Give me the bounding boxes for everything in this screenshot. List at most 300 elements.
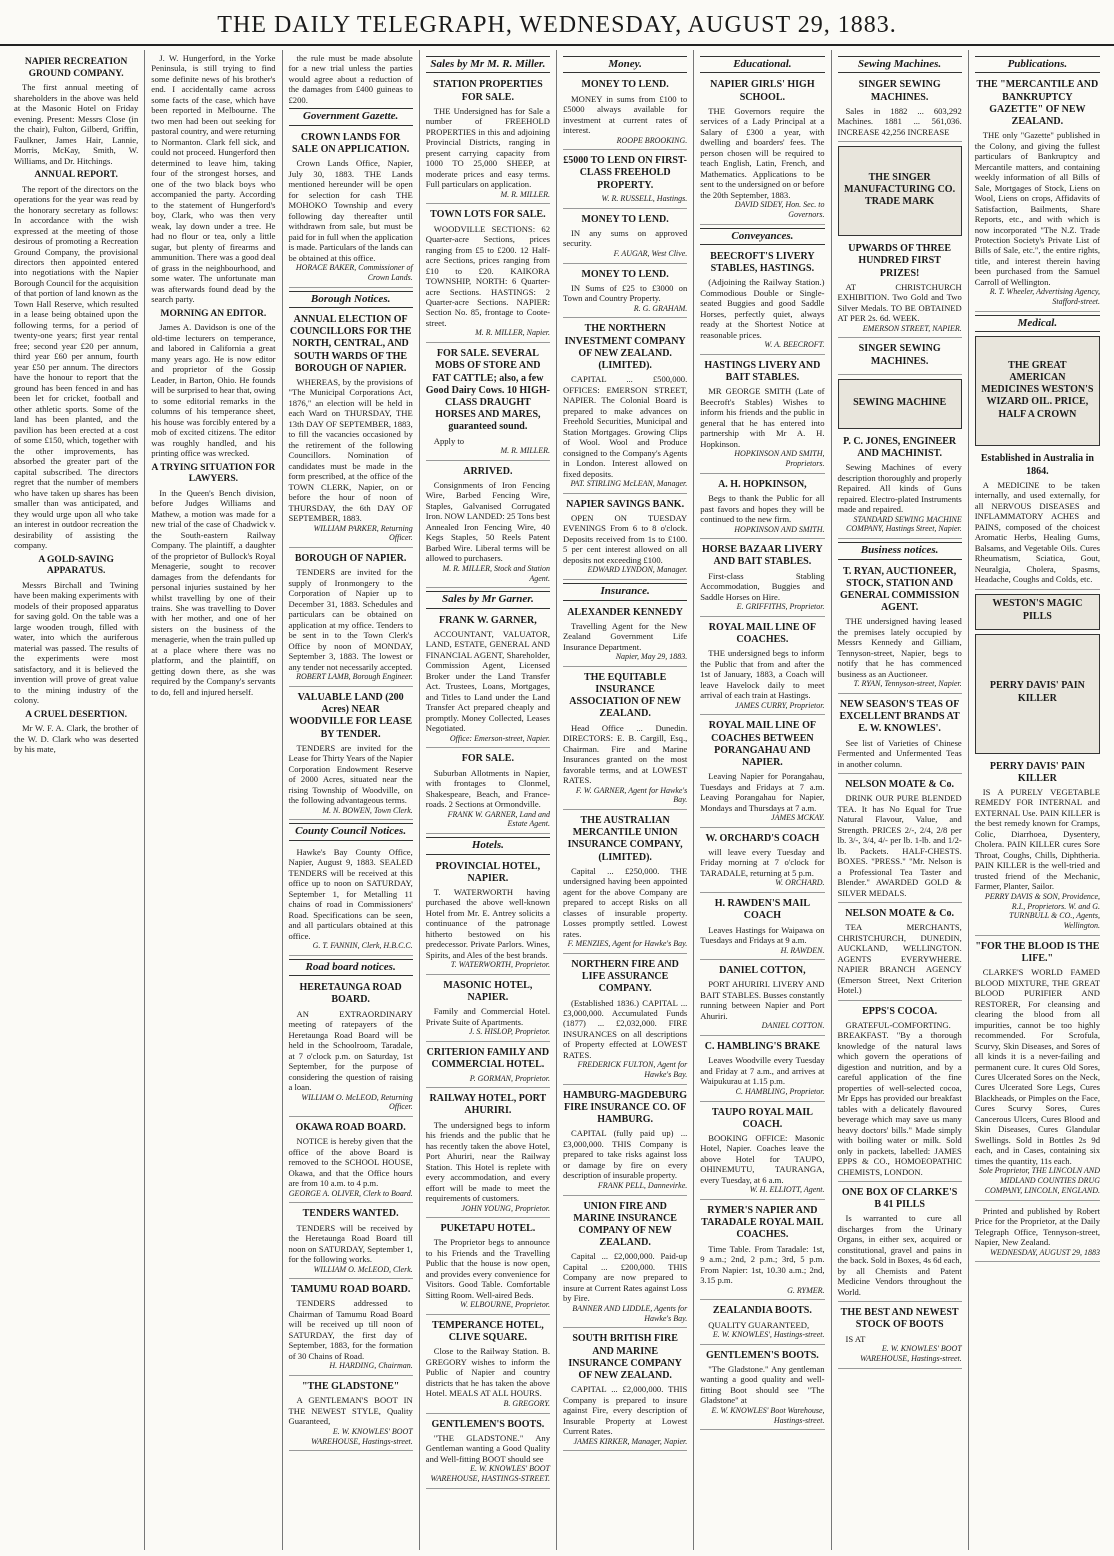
article-body: The first annual meeting of shareholders in the above was held at the Masonic Hotel on Friday evening. Present: Messrs Close (in the chair), Fulton, Gilberd, Griffin, Faulkner, James Hair, Lannie, Morris, McKay, Smith, W. Williams, and Dr. Hitchings. <box>14 82 139 166</box>
advertisement-body: IN Sums of £25 to £3000 on Town and Country Property. <box>563 282 688 304</box>
advertisement-title: TAUPO ROYAL MAIL COACH. <box>711 1106 813 1130</box>
column-3 <box>283 50 420 1550</box>
section-heading: Government Gazette. <box>289 108 413 125</box>
advertisement-signature: F. AUGAR, West Clive. <box>613 248 688 258</box>
advertisement-body: A GENTLEMAN'S BOOT IN THE NEWEST STYLE, Quality Guaranteed, <box>288 1395 413 1427</box>
advertisement <box>700 619 824 716</box>
advertisement-title: BEECROFT'S LIVERY STABLES, HASTINGS. <box>710 251 815 275</box>
advertisement-signature: G. RYMER. <box>787 1285 825 1295</box>
column-7 <box>832 50 969 1550</box>
advertisement-signature: WILLIAM PARKER, Returning Officer. <box>313 523 413 543</box>
advertisement-title: VALUABLE LAND (200 Acres) NEAR WOODVILLE FOR LEASE BY TENDER. <box>289 691 413 740</box>
advertisement <box>700 248 824 355</box>
section-heading: Medical. <box>975 315 1100 332</box>
illustration <box>838 146 962 236</box>
advertisement <box>289 979 413 1117</box>
advertisement-title: "FOR THE BLOOD IS THE LIFE." <box>975 940 1100 964</box>
advertisement-body: Capital ... £250,000. THE undersigned having been appointed agent for the above Company are prepared to accept Risks on all classes of insurable property. Losses promptly settled. Lowest rates. <box>563 865 688 939</box>
advertisement-body: TENDERS are invited for the Lease for Thirty Years of the Napier Corporation Endowment Reserve of 2000 Acres, situated near the rising Township of Woodville, on the following advantageous terms. <box>288 742 413 806</box>
advertisement-body: THE Undersigned has for Sale a number of FREEHOLD PROPERTIES in this and adjoining Provincial Districts, ranging in present carrying capacity from 1000 TO 25,000 SHEEP, at moderate prices and easy terms. Full particulars on application. <box>425 105 550 190</box>
advertisement-body: Head Office ... Dunedin. DIRECTORS: E. B. Cargill, Esq., Chairman. Fire and Marine Insurances granted on the most favorable terms, and at LOWEST RATES. <box>563 722 688 786</box>
advertisement <box>838 433 962 539</box>
advertisement-signature: DAVID SIDEY, Hon. Sec. to Governors. <box>734 200 825 219</box>
advertisement <box>426 1090 550 1218</box>
advertisement-title: SOUTH BRITISH FIRE AND MARINE INSURANCE COMPANY OF NEW ZEALAND. <box>568 1333 682 1381</box>
advertisement-title: W. ORCHARD'S COACH <box>705 832 820 844</box>
advertisement <box>563 496 687 580</box>
advertisement <box>838 1003 962 1182</box>
advertisement-body: TENDERS addressed to Chairman of Tamumu Road Board will be received up till noon of SATURDAY, the first day of September, 1883, for the formation of 30 Chains of Road. <box>288 1298 413 1361</box>
advertisement-title: THE EQUITABLE INSURANCE ASSOCIATION OF NEW ZEALAND. <box>569 671 681 720</box>
advertisement-title: NORTHERN FIRE AND LIFE ASSURANCE COMPANY. <box>571 958 679 995</box>
advertisement <box>700 76 824 224</box>
advertisement-signature: EMERSON STREET, NAPIER. <box>862 323 962 333</box>
advertisement-title: HAMBURG-MAGDEBURG FIRE INSURANCE CO. OF HAMBURG. <box>563 1089 688 1126</box>
advertisement-signature: FRANK PELL, Dannevirke. <box>597 1180 688 1190</box>
advertisement-signature: P. GORMAN, Proprietor. <box>469 1073 550 1083</box>
advertisement <box>426 1044 550 1088</box>
advertisement-title: C. HAMBLING'S BRAKE <box>704 1041 821 1053</box>
advertisement <box>426 977 550 1042</box>
advertisement-body: CLARKE'S WORLD FAMED BLOOD MIXTURE, THE GREAT BLOOD PURIFIER AND RESTORER, For cleansing and clearing the blood from all impurities, cannot be too highly recommended. For Scrofula, Scurvy, Skin Diseases, and Sores of all kinds it is a never-failing and permanent cure. It cures Old Sores, Cures Ulcerated Sores on the Neck, Cures Ulcerated Sore Legs, Cures Blackheads, or Pimples on the Face, Cures Scurvy Sores, Cures Cancerous Ulcers, Cures Blood and Skin Diseases, Cures Glandular Swellings. Sold in Bottles 2s 9d each, and in Cases, containing six times the quantity, 11s each. <box>974 967 1100 1166</box>
advertisement <box>838 340 962 374</box>
advertisement-title: PROVINCIAL HOTEL, NAPIER. <box>435 860 541 884</box>
advertisement <box>563 152 687 208</box>
advertisement-signature: E. W. KNOWLES' BOOT WAREHOUSE, Hastings-street. <box>311 1426 413 1446</box>
advertisement-body: MONEY in sums from £100 to £5000 always available for investment at current rates of interest. <box>563 93 688 136</box>
illustration-caption: THE SINGER MANUFACTURING CO. TRADE MARK <box>844 171 956 208</box>
advertisement-title: NAPIER GIRLS' HIGH SCHOOL. <box>710 79 815 103</box>
advertisement-signature: E. GRIFFITHS, Proprietor. <box>736 602 825 612</box>
advertisement-signature: Office: Emerson-street, Napier. <box>449 733 550 743</box>
advertisement-signature: M. N. BOWEN, Town Clerk. <box>322 805 413 815</box>
section-heading: Sales by Mr Garner. <box>426 591 550 608</box>
advertisement-signature: M. R. MILLER, Stock and Station Agent. <box>442 563 550 583</box>
advertisement-body: Sewing Machines of every description thoroughly and properly Repaired. All kinds of Guns repaired. Electro-plated Instruments made and repaired. <box>837 462 962 515</box>
article <box>14 710 138 755</box>
advertisement-signature: GEORGE A. OLIVER, Clerk to Board. <box>288 1188 413 1198</box>
advertisement-body: AN EXTRAORDINARY meeting of ratepayers of the Heretaunga Road Board will be held in the Schoolroom, Taradale, at 7 o'clock p.m. on Saturday, 1st September, for the purpose of considering the question of raising a loan. <box>288 1008 413 1093</box>
advertisement-signature: WILLIAM O. McLEOD, Returning Officer. <box>301 1092 413 1112</box>
advertisement <box>426 463 550 589</box>
advertisement <box>563 812 687 954</box>
advertisement <box>563 1087 687 1196</box>
advertisement <box>838 776 962 903</box>
advertisement-body: See list of Varieties of Chinese Fermented and Unfermented Teas in another column. <box>837 737 962 769</box>
advertisement-title: EPPS'S COCOA. <box>862 1005 938 1017</box>
article-body: James A. Davidson is one of the old-time lecturers on temperance, and labored in California a great many years ago. He is now editor and proprietor of the Gossip Leader, in Barton, Ohio. He founds will be surprised to hear that, owing to some editorial remarks in the columns of his temperance sheet, his house was forcibly entered by a mob of excited citizens. The editor was roughly handled, and his printing office was wrecked. <box>151 322 276 459</box>
advertisement-signature: F. W. GARNER, Agent for Hawke's Bay. <box>575 785 688 805</box>
advertisement-signature: M. R. MILLER. <box>500 445 550 455</box>
advertisement-signature: JOHN YOUNG, Proprietor. <box>461 1203 550 1213</box>
article-title: A GOLD-SAVING APPARATUS. <box>38 554 114 577</box>
section-heading: County Council Notices. <box>289 823 413 840</box>
advertisement-title: BOROUGH OF NAPIER. <box>294 553 407 565</box>
advertisement <box>700 1302 824 1344</box>
advertisement-title: STATION PROPERTIES FOR SALE. <box>433 79 543 103</box>
article <box>14 57 138 166</box>
advertisement-title: FRANK W. GARNER, <box>438 614 537 626</box>
advertisement-signature: M. R. MILLER. <box>500 189 550 199</box>
advertisement-body: OPEN ON TUESDAY EVENINGS From 6 to 8 o'clock. Deposits received from 1s to £100. 5 per cent interest allowed on all deposits not exceeding £100. <box>563 512 688 565</box>
advertisement-body: NOTICE is hereby given that the office of the above Board is removed to the SCHOOL HOUSE, Okawa, and that the Office hours are from 10 a.m. to 4 p.m. <box>288 1136 413 1189</box>
advertisement-body: IS A PURELY VEGETABLE REMEDY FOR INTERNAL and EXTERNAL Use. PAIN KILLER is the best remedy known for Cramps, Colic, Diarrhoea, Dysentery, Cholera. PAIN KILLER cures Sore Throat, Coughs, Chills, Diphtheria. PAIN KILLER is the well-tried and trusted friend of the Mechanic, Farmer, Planter, Sailor. <box>974 786 1100 892</box>
advertisement-title: FOR SALE. <box>461 753 514 765</box>
advertisement-signature: R. T. Wheeler, Advertising Agency, Stafford-street. <box>989 287 1100 307</box>
advertisement-body: Leaving Napier for Porangahau, Tuesdays and Fridays at 7 a.m. Leaving Porangahau for Napier, Mondays and Thursdays at 7 a.m. <box>700 771 825 813</box>
advertisement-body: Capital ... £2,000,000. Paid-up Capital ... £200,000. THIS Company are now prepared to insure at Current Rates against Loss by Fire. <box>563 1251 688 1304</box>
advertisement-signature: H. HARDING, Chairman. <box>329 1361 413 1371</box>
section-heading: Business notices. <box>838 542 962 559</box>
column-5 <box>557 50 694 1550</box>
advertisement <box>289 311 413 548</box>
advertisement <box>289 844 413 956</box>
advertisement-body: Travelling Agent for the New Zealand Government Life Insurance Department. <box>563 620 688 652</box>
advertisement-body: "THE GLADSTONE." Any Gentleman wanting a Good Quality and Well-fitting BOOT should see <box>425 1432 550 1464</box>
advertisement <box>838 696 962 774</box>
advertisement-body: Leaves Hastings for Waipawa on Tuesdays and Fridays at 9 a.m. <box>700 924 825 946</box>
advertisement <box>426 612 550 749</box>
advertisement <box>975 938 1100 1201</box>
advertisement-signature: W. ELBOURNE, Proprietor. <box>460 1300 550 1310</box>
advertisement-title: RAILWAY HOTEL, PORT AHURIRI. <box>429 1093 547 1117</box>
article <box>151 463 275 698</box>
advertisement-title: MONEY TO LEND. <box>581 268 669 280</box>
advertisement-signature: Sole Proprietor, THE LINCOLN AND MIDLAND COUNTIES DRUG COMPANY, LINCOLN, ENGLAND. <box>978 1166 1100 1195</box>
masthead-title: THE DAILY TELEGRAPH, WEDNESDAY, AUGUST 29, 1883. <box>217 12 897 38</box>
advertisement <box>700 357 824 474</box>
advertisement <box>563 320 687 493</box>
advertisement-signature: JAMES MCKAY. <box>771 813 825 823</box>
advertisement-signature: H. RAWDEN. <box>780 945 825 955</box>
advertisement <box>563 669 687 810</box>
advertisement-body: ACCOUNTANT, VALUATOR, LAND, ESTATE, GENERAL AND FINANCIAL AGENT, Shareholder, Commission Agent, Licensed Broker under the Land Transfer Act. Trustees, Loans, Mortgages, and Titles to Land under the Land Transfer Act prepared cheaply and promptly. Money Collected, Leases Negotiated. <box>425 628 550 734</box>
advertisement <box>426 345 550 461</box>
article-body: J. W. Hungerford, in the Yorke Peninsula, is still trying to find some definite news of his brother's end. I accidentally came across some facts of the case, which have been reported in Melbourne. The two men had been out seeking for pastoral country, and were returning to Normanton. Clark fell sick, and could not proceed. Hungerford then determined to leave him, taking four of the strongest horses, and one of the two black boys who accompanied the party. According to the statement of Hungerford's boy, Clark, who was then very weak, lay down under a tree. He had no flour or tea, only a little sugar, but plenty of firearms and ammunition. There was a good deal of grass in the neighbourhood, and some water. The unfortunate man was afterwards found dead by the search party. <box>151 53 276 305</box>
advertisement-title: CROWN LANDS FOR SALE ON APPLICATION. <box>291 131 410 156</box>
advertisement-body: T. WATERWORTH having purchased the above well-known Hotel from Mr. E. Antrey solicits a continuance of the patronage hitherto bestowed on his predecessor. Private Parlors. Wines, Spirits, and Ales of the best brands. <box>425 886 550 960</box>
advertisement-body: THE only "Gazette" published in the Colony, and giving the fullest particulars of Bankruptcy and Mercantile matters, and containing weekly information of all Bills of Sale, Mortgages of Stock, Liens on Wool, Liens on crops, Affidavits of Satisfaction, Bailments, Share Reports, etc., and with which is now incorporated "The N.Z. Trade Protection Society's Private List of Bills of Sale, etc.", the entire rights, title, and interest therein having been purchased from the Samuel Carroll of Wellington. <box>974 130 1100 287</box>
advertisement <box>563 211 687 264</box>
advertisement-signature: W. H. ELLIOTT, Agent. <box>749 1185 825 1195</box>
advertisement-title: THE BEST AND NEWEST STOCK OF BOOTS <box>840 1307 959 1331</box>
advertisement-signature: E. W. KNOWLES' BOOT WAREHOUSE, HASTINGS-STREET. <box>430 1464 550 1484</box>
advertisement-title: MONEY TO LEND. <box>581 79 669 91</box>
advertisement-body: WHEREAS, by the provisions of "The Municipal Corporations Act, 1876," an election will be held in each Ward on THURSDAY, THE 13th DAY OF SEPTEMBER, 1883, to fill the vacancies occasioned by the retirement of the following Councillors. Nomination of candidates must be made in the form prescribed, at the office of the TOWN CLERK, Napier, on or before the hour of noon of THURSDAY, the 6th DAY OF SEPTEMBER, 1883. <box>288 376 413 524</box>
advertisement-body: will leave every Tuesday and Friday morning at 7 o'clock for TARADALE, returning at 5 p.m. <box>700 847 825 878</box>
advertisement <box>700 476 824 539</box>
advertisement <box>975 1203 1100 1263</box>
advertisement-body: The Proprietor begs to announce to his Friends and the Travelling Public that the house is now open, and provides every convenience for Visitors. Good Table. Comfortable Sitting Room. Well-aired Beds. <box>425 1237 550 1300</box>
advertisement-title: HORSE BAZAAR LIVERY AND BAIT STABLES. <box>701 544 823 568</box>
advertisement <box>426 750 550 834</box>
advertisement-signature: W. R. RUSSELL, Hastings. <box>601 193 688 203</box>
article-title: A TRYING SITUATION FOR LAWYERS. <box>151 462 276 485</box>
advertisement-body: Time Table. From Taradale: 1st, 9 a.m.; 2nd, 2 p.m.; 3rd, 5 p.m. From Napier: 1st, 10.30 a.m.; 2nd, 3.15 p.m. <box>700 1243 825 1286</box>
advertisement-title: NAPIER SAVINGS BANK. <box>566 498 685 510</box>
advertisement-signature: W. A. BEECROFT. <box>764 340 825 350</box>
section-heading: Road board notices. <box>289 959 413 976</box>
advertisement <box>700 895 824 960</box>
section-heading: Sewing Machines. <box>838 56 962 73</box>
section-heading: Educational. <box>700 56 824 73</box>
advertisement-signature: JAMES CURRY, Proprietor. <box>735 700 825 710</box>
advertisement-body: Family and Commercial Hotel. Private Suite of Apartments. <box>425 1006 550 1027</box>
article-body: Messrs Birchall and Twining have been making experiments with models of their proposed apparatus for saving gold. On the table was a large wooden trough, filled with water, into which the auriferous material was passed. The results of the experiments were most satisfactory, and it is believed the invention will prove of great value to the mining industry of the colony. <box>14 579 139 706</box>
advertisement-title: FOR SALE. SEVERAL MOBS OF STORE AND FAT CATTLE; also, a few Good Dairy Cows. 10 HIGH-CLASS DRAUGHT HORSES AND MARES, guaranteed sound. <box>425 348 550 433</box>
section-heading: Hotels. <box>426 837 550 854</box>
advertisement-title: SINGER SEWING MACHINES. <box>858 343 941 367</box>
advertisement-title: ROYAL MAIL LINE OF COACHES. <box>708 621 816 646</box>
advertisement <box>563 956 687 1085</box>
advertisement-signature: T. WATERWORTH, Proprietor. <box>450 960 550 970</box>
advertisement-body: CAPITAL ... £500,000. OFFICES: EMERSON STREET, NAPIER. The Colonial Board is prepared to make advances on Freehold Securities, Municipal and Station Mortgages. Growing Clips of Wool. Wool and Produce consigned to the Company's Agents in London. Interest allowed on fixed deposits. <box>563 374 688 479</box>
illustration-caption: PERRY DAVIS' PAIN KILLER <box>989 680 1085 704</box>
advertisement-title: HERETAUNGA ROAD BOARD. <box>299 982 402 1006</box>
advertisement-title: RYMER'S NAPIER AND TARADALE ROYAL MAIL COACHES. <box>701 1205 824 1241</box>
advertisement <box>426 858 550 976</box>
advertisement-body: Hawke's Bay County Office, Napier, August 9, 1883. SEALED TENDERS will be received at this office up to noon on SATURDAY, September 1, for Metalling 11 chains of road in Commissioners' Road. Specifications can be seen, and all particulars obtained at this office. <box>288 846 413 941</box>
advertisement-body: Close to the Railway Station. B. GREGORY wishes to inform the Public of Napier and country districts that he has taken the above Hotel. MEALS AT ALL HOURS. <box>425 1346 550 1399</box>
illustration <box>838 379 962 429</box>
advertisement-title: NELSON MOATE & Co. <box>845 908 954 920</box>
advertisement <box>838 1304 962 1368</box>
advertisement-body: "The Gladstone." Any gentleman wanting a good quality and well-fitting Boot should see "The Gladstone" at <box>700 1363 825 1406</box>
advertisement-signature: M. R. MILLER, Napier. <box>475 328 550 338</box>
advertisement-title: TENDERS WANTED. <box>302 1208 399 1220</box>
illustration <box>975 336 1100 446</box>
advertisement-signature: W. ORCHARD. <box>775 878 825 888</box>
advertisement-body: QUALITY GUARANTEED, <box>708 1319 810 1330</box>
advertisement-title: TOWN LOTS FOR SALE. <box>430 209 546 221</box>
section-heading: Sales by Mr M. R. Miller. <box>426 56 550 73</box>
article <box>151 53 275 305</box>
illustration-caption: SEWING MACHINE <box>853 396 947 408</box>
advertisement-body: THE undersigned having leased the premises lately occupied by Messrs Kennedy and Gilliam, Tennyson-street, Napier, begs to notify that he has commenced business as an Auctioneer. <box>837 616 962 679</box>
advertisement-signature: T. RYAN, Tennyson-street, Napier. <box>853 679 962 689</box>
section-heading: Money. <box>563 56 687 73</box>
column-2 <box>145 50 282 1550</box>
advertisement <box>563 1198 687 1329</box>
advertisement <box>700 962 824 1036</box>
advertisement <box>426 1416 550 1489</box>
illustration-caption: WESTON'S MAGIC PILLS <box>992 598 1083 622</box>
advertisement-signature: PAT. STIRLING McLEAN, Manager. <box>570 479 688 488</box>
advertisement-body: THE undersigned begs to inform the Public that from and after the 1st of January, 1883, a Coach will leave Havelock daily to meet arrival of each train at Hastings. <box>700 648 825 701</box>
advertisement <box>563 266 687 319</box>
advertisement-body: Apply to <box>433 435 465 446</box>
advertisement-body: CAPITAL ... £2,000,000. THIS Company is prepared to insure against Fire, every description of Insurable Property at Lowest Current Rates. <box>563 1384 688 1437</box>
newspaper-page <box>8 50 1106 1550</box>
advertisement-body: Printed and published by Robert Price for the Proprietor, at the Daily Telegraph Office, Tennyson-street, Napier, New Zealand. <box>974 1205 1100 1248</box>
advertisement-body: (Established 1836.) CAPITAL ... £3,000,000. Accumulated Funds (1877) ... £2,032,000. FIRE INSURANCES on all descriptions of Property effected at LOWEST RATES. <box>563 997 688 1060</box>
advertisement <box>426 1220 550 1315</box>
article <box>151 309 275 459</box>
advertisement-signature: HOPKINSON AND SMITH. <box>734 524 825 534</box>
advertisement-body: GRATEFUL-COMFORTING. BREAKFAST. "By a thorough knowledge of the natural laws which govern the operations of digestion and nutrition, and by a careful application of the fine properties of well-selected cocoa, Mr Epps has provided our breakfast tables with a delicately flavoured beverage which may save us many heavy doctors' bills." Made simply with boiling water or milk. Sold only in packets, labelled: JAMES EPPS & CO., HOMOEOPATHIC CHEMISTS, LONDON. <box>837 1019 962 1177</box>
section-heading: Publications. <box>975 56 1100 73</box>
advertisement-title: ARRIVED. <box>463 465 513 477</box>
section-heading: Conveyances. <box>700 228 824 245</box>
section-heading: Insurance. <box>563 583 687 600</box>
advertisement <box>289 550 413 687</box>
advertisement-signature: WEDNESDAY, AUGUST 29, 1883 <box>990 1247 1100 1257</box>
advertisement-body: Is warranted to cure all discharges from the Urinary Organs, in either sex, acquired or constitutional, gravel and pains in the back. Sold in Boxes, 4s 6d each, by all Chemists and Patent Medicine Vendors throughout the World. <box>837 1213 962 1297</box>
advertisement-signature: FREDERICK FULTON, Agent for Hawke's Bay. <box>577 1060 688 1080</box>
advertisement <box>289 1205 413 1279</box>
advertisement-signature: E. W. KNOWLES' Boot Warehouse, Hastings-street. <box>711 1405 825 1425</box>
advertisement-title: MASONIC HOTEL, NAPIER. <box>443 980 533 1004</box>
advertisement-body: Consignments of Iron Fencing Wire, Barbed Fencing Wire, Staples, Galvanised Corrugated Iron. NOW LANDED: 25 Tons best Annealed Iron Fencing Wire, 40 Kegs Staples, 50 Reels Patent Barbed Wire. Liberal terms will be allowed to purchasers. <box>425 479 550 564</box>
masthead <box>0 12 1114 46</box>
advertisement-body: MR GEORGE SMITH (Late of Beecroft's Stables) Wishes to inform his friends and the public in general that he has entered into partnership with Mr A. H. Hopkinson. <box>700 386 825 449</box>
advertisement-body: Sales in 1882 ... 603,292 Machines. 1881 ... 561,036. INCREASE 42,256 INCREASE <box>837 105 962 137</box>
advertisement-body: TENDERS are invited for the supply of Ironmongery to the Corporation of Napier up to December 31, 1883. Schedules and particulars can be obtained on application at my office. Tenders to be sent in to the Town Clerk's Office by noon of MONDAY, September 3, 1883. The lowest or any tender not necessarily accepted. <box>288 567 413 672</box>
advertisement-signature: G. T. FANNIN, Clerk, H.B.C.C. <box>312 941 413 951</box>
advertisement-title: UNION FIRE AND MARINE INSURANCE COMPANY OF NEW ZEALAND. <box>573 1200 677 1249</box>
advertisement-title: SINGER SEWING MACHINES. <box>858 79 941 103</box>
advertisement-title: Established in Australia in 1864. <box>980 453 1094 477</box>
advertisement-title: PERRY DAVIS' PAIN KILLER <box>989 760 1085 784</box>
advertisement-signature: DANIEL COTTON. <box>761 1021 825 1031</box>
advertisement-title: TAMUMU ROAD BOARD. <box>290 1284 411 1296</box>
article-title: A CRUEL DESERTION. <box>25 709 128 720</box>
advertisement-title: THE AUSTRALIAN MERCANTILE UNION INSURANCE COMPANY, (LIMITED). <box>567 815 683 863</box>
advertisement <box>426 1317 550 1414</box>
advertisement <box>975 450 1100 589</box>
advertisement-body: TENDERS will be received by the Heretaunga Road Board till noon on SATURDAY, September 1, for the following works. <box>288 1222 413 1265</box>
advertisement <box>563 604 687 667</box>
advertisement <box>838 76 962 142</box>
advertisement <box>289 1119 413 1203</box>
illustration <box>975 634 1100 754</box>
advertisement <box>700 1038 824 1101</box>
advertisement <box>289 129 413 288</box>
article-body: Mr W. F. A. Clark, the brother of the W. D. Clark who was deserted by his mate, <box>14 723 139 755</box>
advertisement-signature: Napier, May 29, 1883. <box>615 652 688 662</box>
advertisement-signature: F. MENZIES, Agent for Hawke's Bay. <box>567 939 688 949</box>
advertisement-title: CRITERION FAMILY AND COMMERCIAL HOTEL. <box>426 1047 550 1071</box>
advertisement-signature: JAMES KIRKER, Manager, Napier. <box>573 1436 688 1446</box>
advertisement-signature: BANNER AND LIDDLE, Agents for Hawke's Bay. <box>572 1303 688 1323</box>
advertisement-title: ALEXANDER KENNEDY <box>567 606 684 618</box>
article-title: ANNUAL REPORT. <box>34 170 118 181</box>
advertisement-signature: ROBERT LAMB, Borough Engineer. <box>296 672 413 682</box>
advertisement <box>838 563 962 694</box>
advertisement <box>289 1281 413 1376</box>
advertisement-signature: HOPKINSON AND SMITH, Proprietors. <box>734 449 825 469</box>
illustration <box>975 594 1100 630</box>
advertisement-title: P. C. JONES, ENGINEER AND MACHINIST. <box>843 435 957 460</box>
advertisement-title: A. H. HOPKINSON, <box>718 478 807 490</box>
advertisement <box>700 1202 824 1300</box>
advertisement <box>700 1347 824 1431</box>
advertisement-signature: R. G. GRAHAM. <box>633 303 688 313</box>
advertisement-title: THE NORTHERN INVESTMENT COMPANY OF NEW ZEALAND. (LIMITED). <box>564 323 686 371</box>
advertisement-title: GENTLEMEN'S BOOTS. <box>431 1418 545 1430</box>
advertisement-signature: E. W. KNOWLES', Hastings-street. <box>712 1330 825 1340</box>
column-4 <box>420 50 557 1550</box>
advertisement-signature: ROOPE BROOKING. <box>616 135 688 145</box>
advertisement-body: PORT AHURIRI. LIVERY AND BAIT STABLES. Busses constantly running between Napier and Port Ahuriri. <box>700 979 825 1021</box>
advertisement-title: MONEY TO LEND. <box>581 213 669 225</box>
advertisement-title: £5000 TO LEND ON FIRST-CLASS FREEHOLD PROPERTY. <box>563 155 687 191</box>
advertisement <box>426 206 550 343</box>
advertisement <box>975 758 1100 936</box>
advertisement-title: GENTLEMEN'S BOOTS. <box>705 1349 819 1361</box>
advertisement <box>426 76 550 204</box>
advertisement-body: THE Governors require the services of a Lady Principal at a Salary of £300 a year, with dwelling and boarders' fees. The person chosen will be required to teach English, Latin, French, and Mathematics. Applications to be sent to the undersigned on or before the 20th September, 1883. <box>700 105 825 200</box>
advertisement <box>700 541 824 617</box>
advertisement-signature: PERRY DAVIS & SON, Providence, R.I., Proprietors. W. and G. TURNBULL & CO., Agents, Wellington. <box>984 891 1100 931</box>
advertisement-body: BOOKING OFFICE: Masonic Hotel, Napier. Coaches leave the above Hotel for TAUPO, OHINEMUTU, TAURANGA, every Tuesday, at 6 a.m. <box>700 1132 825 1185</box>
advertisement-signature: C. HAMBLING, Proprietor. <box>735 1086 825 1096</box>
advertisement-title: H. RAWDEN'S MAIL COACH <box>714 898 811 922</box>
advertisement-signature: EDWARD LYNDON, Manager. <box>587 565 688 575</box>
advertisement-body: CAPITAL (fully paid up) ... £3,000,000. THIS Company is prepared to take risks against loss or damage by fire on every description of insurable property. <box>563 1128 688 1181</box>
advertisement-body: The undersigned begs to inform his friends and the public that he has recently taken the above Hotel, Port Ahuriri, near the Railway Station. This Hotel is replete with every accommodation, and every effort will be made to meet the requirements of customers. <box>425 1119 550 1204</box>
advertisement <box>838 1184 962 1302</box>
advertisement-title: ANNUAL ELECTION OF COUNCILLORS FOR THE NORTH, CENTRAL, AND SOUTH WARDS OF THE BOROUGH OF NAPIER. <box>289 313 412 374</box>
advertisement <box>838 240 962 338</box>
advertisement-title: TEMPERANCE HOTEL, CLIVE SQUARE. <box>432 1320 544 1344</box>
section-heading: Borough Notices. <box>289 291 413 308</box>
article-body: The report of the directors on the operations for the year was read by the honorary secretary as follows: In accordance with the wish expressed at the meeting of those desirous of promoting a Recreation Ground Company, the provisional directors then appointed entered into negotiations with the Napier Borough Council for the acquisition of that portion of land known as the Town Hall Reserve, which resulted in a lease being obtained upon the following terms, for a period of twenty-one years; first year rental free; second year £20 per annum, third year £60 per annum, fourth year £50 per annum. The directors have the honour to report that the ground has been fenced in and has been let for cricket, football and other athletic sports. Some of the land has been planted, and the pavilion has been erected at a cost of some £150, which, together with the other improvements, has absorbed the greater part of the capital subscribed. The directors regret that the number of members who have taken up shares has been smaller than was anticipated, and they would urge upon all who take an interest in outdoor recreation the desirability of assisting the company. <box>14 183 139 551</box>
advertisement-signature: FRANK W. GARNER, Land and Estate Agent. <box>447 809 550 829</box>
advertisement-body: AT CHRISTCHURCH EXHIBITION. Two Gold and Two Silver Medals. TO BE OBTAINED AT PER 2s. 6d. WEEK. <box>837 281 962 324</box>
advertisement-title: ONE BOX OF CLARKE'S B 41 PILLS <box>841 1187 958 1211</box>
advertisement-body: Begs to thank the Public for all past favors and hopes they will be continued to the new firm. <box>700 493 825 525</box>
advertisement-title: OKAWA ROAD BOARD. <box>295 1122 406 1134</box>
advertisement-signature: STANDARD SEWING MACHINE COMPANY, Hastings Street, Napier. <box>846 514 962 534</box>
advertisement-title: DANIEL COTTON, <box>719 965 806 977</box>
advertisement-title: THE "MERCANTILE AND BANKRUPTCY GAZETTE" OF NEW ZEALAND. <box>976 79 1099 127</box>
advertisement <box>563 76 687 150</box>
advertisement <box>289 1378 413 1451</box>
advertisement <box>289 689 413 820</box>
advertisement-signature: E. W. KNOWLES' BOOT WAREHOUSE, Hastings-street. <box>860 1344 962 1363</box>
advertisement-title: UPWARDS OF THREE HUNDRED FIRST PRIZES! <box>848 243 952 279</box>
article-body: the rule must be made absolute for a new trial unless the parties would agree about a reduction of the damages from £400 guineas to £200. <box>288 53 413 105</box>
advertisement <box>700 717 824 827</box>
advertisement-title: HASTINGS LIVERY AND BAIT STABLES. <box>704 360 821 384</box>
advertisement-body: First-class Stabling Accommodation, Buggies and Saddle Horses on Hire. <box>700 570 825 602</box>
advertisement <box>563 1330 687 1451</box>
advertisement-body: A MEDICINE to be taken internally, and used externally, for all NERVOUS DISEASES and INFLAMMATORY ACHES and PAINS, composed of the choicest Aromatic Herbs, Healing Gums, Balsams, and Vegetable Oils. Cures Rheumatism, Sciatica, Gout, Neuralgia, Cholera, Spasms, Headache, Coughs and Colds, etc. <box>974 479 1100 585</box>
column-6 <box>694 50 831 1550</box>
article <box>14 555 138 706</box>
advertisement-signature: B. GREGORY. <box>503 1398 550 1408</box>
advertisement <box>700 1104 824 1201</box>
article-title: MORNING AN EDITOR. <box>160 308 267 319</box>
advertisement <box>975 76 1100 312</box>
advertisement-body: Crown Lands Office, Napier, July 30, 1883. THE Lands mentioned hereunder will be open for selection for cash THE MOHOKO Township and every following day thereafter until withdrawn from sale, but must be paid for in full when the application is made. Particulars of the lands can be obtained at this office. <box>288 158 413 263</box>
advertisement-body: (Adjoining the Railway Station.) Commodious Double or Single-seated Buggies and good Saddle Horses, perfectly quiet, always ready at the Shortest Notice at reasonable prices. <box>700 277 825 340</box>
advertisement-title: NEW SEASON'S TEAS OF EXCELLENT BRANDS AT E. W. KNOWLES'. <box>839 698 960 735</box>
advertisement-body: IN any sums on approved security. <box>563 227 688 249</box>
advertisement-title: NELSON MOATE & Co. <box>845 778 954 790</box>
advertisement-title: ZEALANDIA BOOTS. <box>712 1305 812 1317</box>
article <box>14 170 138 551</box>
advertisement-title: T. RYAN, AUCTIONEER, STOCK, STATION AND GENERAL COMMISSION AGENT. <box>840 565 960 614</box>
advertisement <box>838 905 962 1001</box>
advertisement-signature: HORACE BAKER, Commissioner of Crown Lands. <box>295 263 413 282</box>
advertisement-signature: J. S. HISLOP, Proprietor. <box>468 1027 550 1037</box>
column-1 <box>8 50 145 1550</box>
advertisement-title: PUKETAPU HOTEL. <box>440 1223 536 1235</box>
advertisement <box>700 830 824 893</box>
advertisement-signature: WILLIAM O. McLEOD, Clerk. <box>313 1264 413 1274</box>
